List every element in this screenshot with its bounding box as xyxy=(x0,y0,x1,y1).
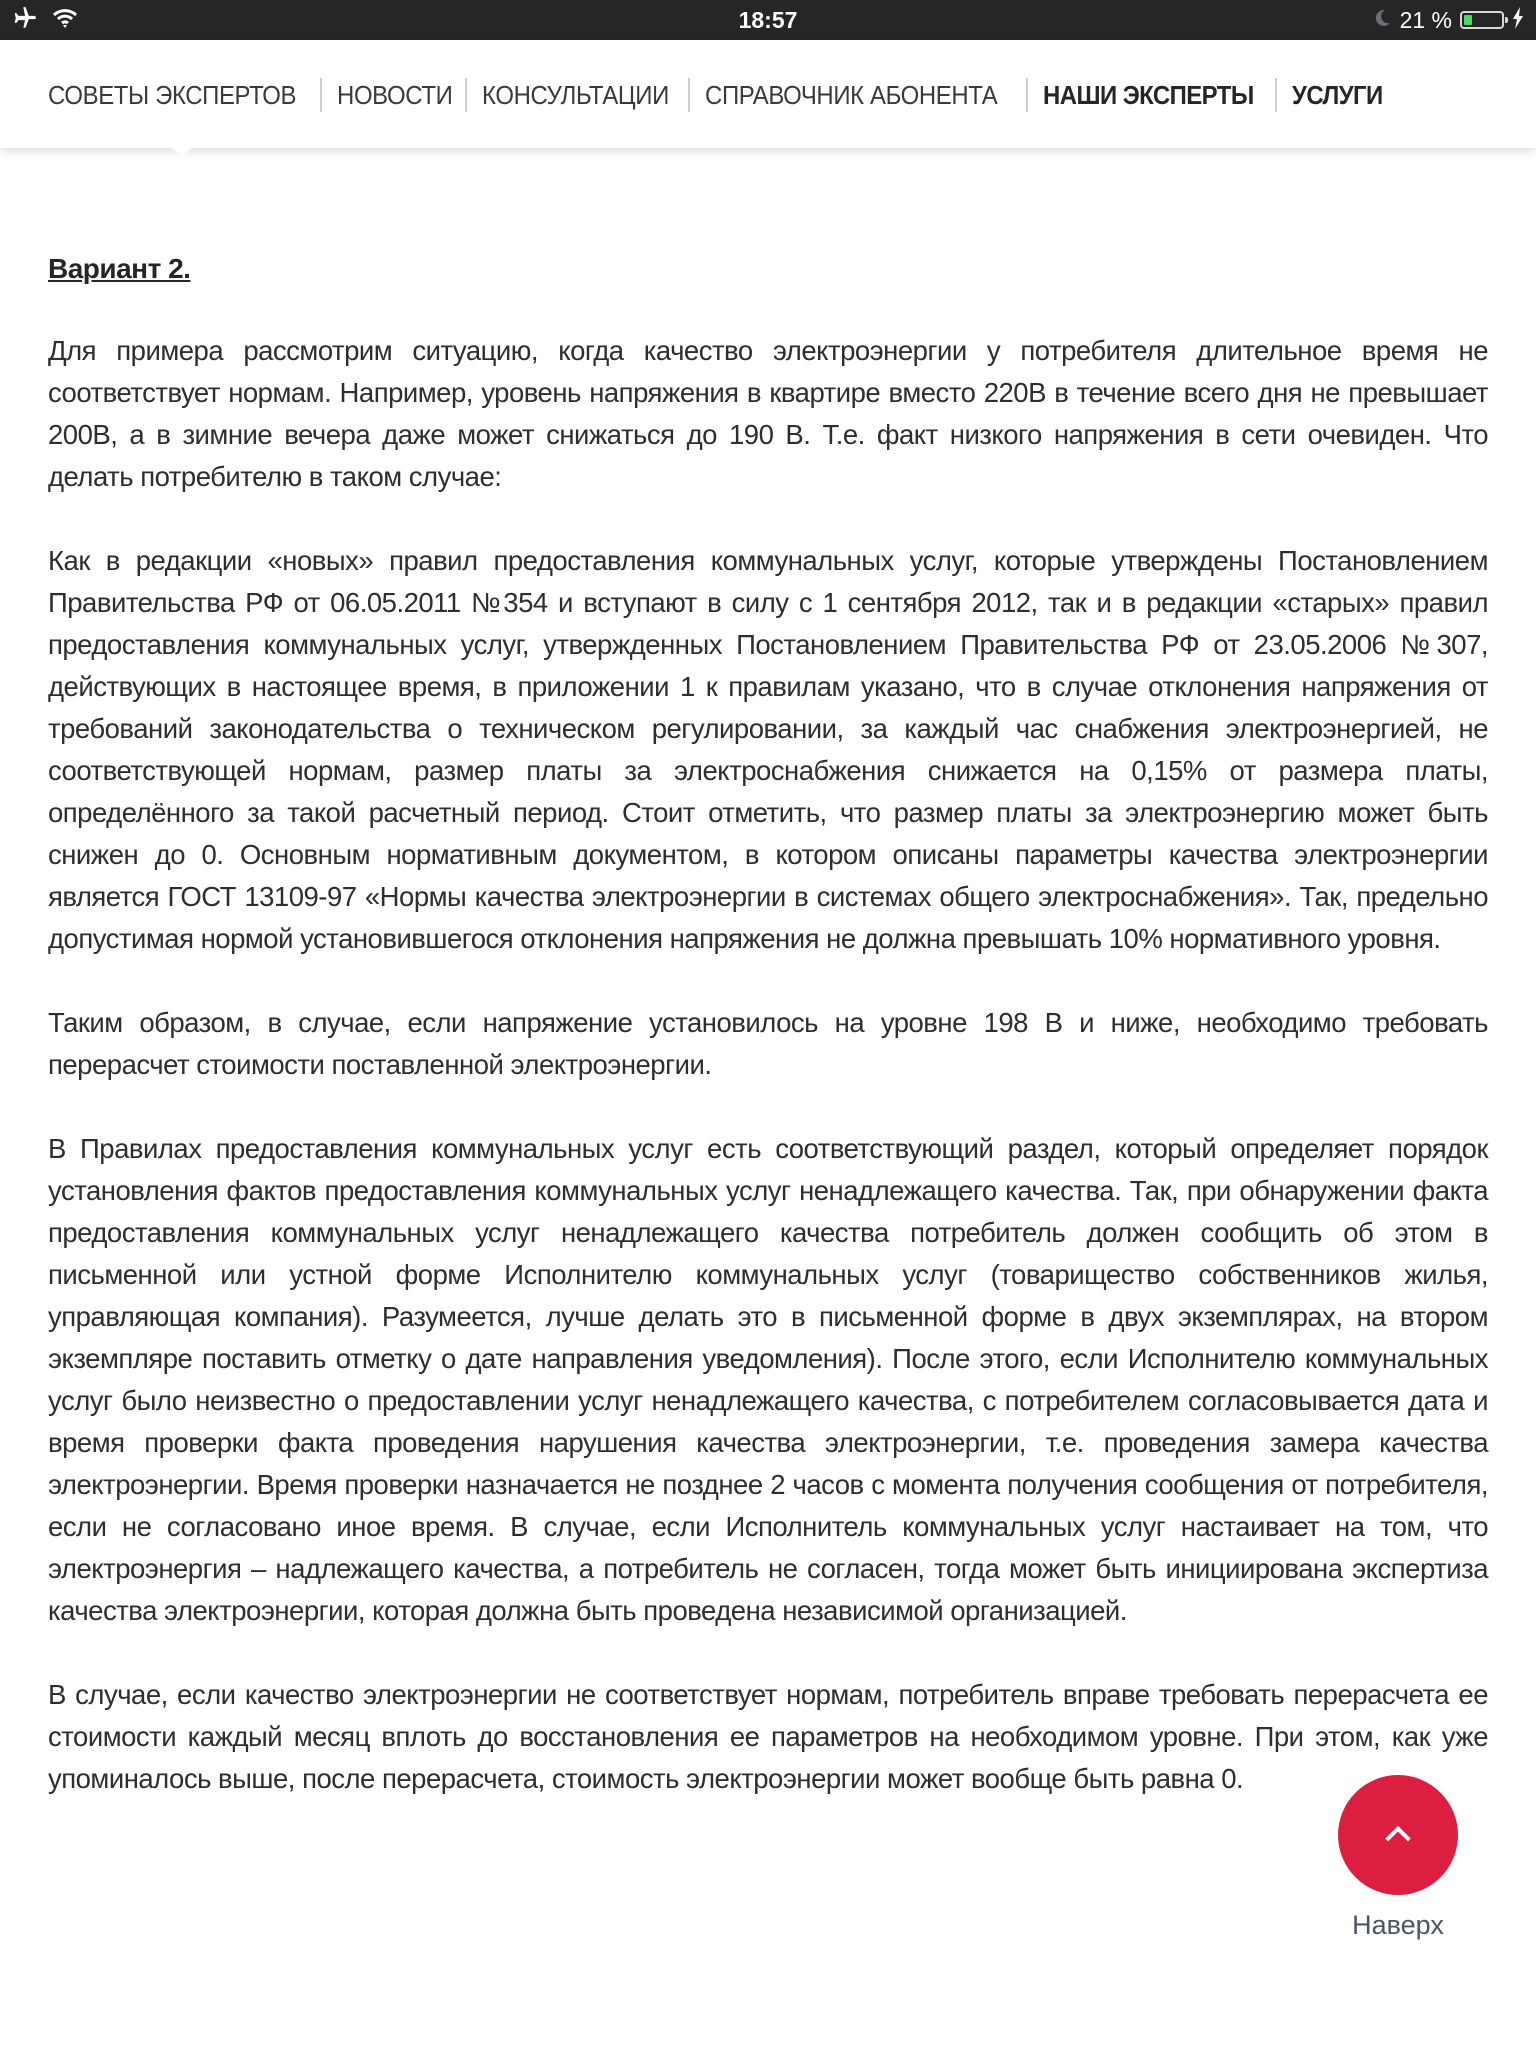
nav-item-our-experts[interactable]: НАШИ ЭКСПЕРТЫ xyxy=(1042,80,1254,110)
nav-separator xyxy=(320,78,322,112)
article-heading: Вариант 2. xyxy=(48,253,191,284)
chevron-up-icon xyxy=(1385,1826,1410,1851)
nav-separator xyxy=(688,78,690,112)
battery-percent: 21 % xyxy=(1399,6,1452,33)
nav-item-subscriber-guide[interactable]: СПРАВОЧНИК АБОНЕНТА xyxy=(705,80,998,110)
nav-item-consultations[interactable]: КОНСУЛЬТАЦИИ xyxy=(482,80,669,110)
nav-separator xyxy=(1026,78,1028,112)
article-paragraph: Таким образом, в случае, если напряжение установилось на уровне 198 В и ниже, необходимо требовать перерасчет стоимости поставленной электроэнергии. xyxy=(48,1007,1488,1080)
nav-separator xyxy=(1275,78,1277,112)
article-paragraph: Как в редакции «новых» правил предоставления коммунальных услуг, которые утверждены Постановлением Правительства РФ от 06.05.2011 №354 и вступают в силу с 1 сентября 2012, так и в редакции «старых» правил предоставления коммунальных услуг, утвержденных Постановлением Правительства РФ от 23.05.2006 №307, действующих в настоящее время, в приложении 1 к правилам указано, что в случае отклонения напряжения от требований законодательства о техническом регулировании, за каждый час снабжения электроэнергией, не соответствующей нормам, размер платы за электроснабжения снижается на 0,15% от размера платы, определённого за такой расчетный период. Стоит отметить, что размер платы за электроэнергию может быть снижен до 0. Основным нормативным документом, в котором описаны параметры качества электроэнергии является ГОСТ 13109-97 «Нормы качества электроэнергии в системах общего электроснабжения». Так, предельно допустимая нормой установившегося отклонения напряжения не должна превышать 10% нормативного уровня. xyxy=(48,545,1488,954)
status-time: 18:57 xyxy=(738,7,798,33)
charging-bolt-icon xyxy=(1512,7,1524,34)
nav-item-news[interactable]: НОВОСТИ xyxy=(336,80,453,110)
battery-level xyxy=(1464,15,1472,25)
nav-list xyxy=(48,78,1389,112)
nav-item-services[interactable]: УСЛУГИ xyxy=(1291,80,1383,110)
battery-icon xyxy=(1460,11,1504,29)
status-bar xyxy=(0,0,1536,40)
back-to-top-button[interactable] xyxy=(1338,1775,1458,1895)
back-to-top-label[interactable]: Наверх xyxy=(1352,1910,1444,1940)
status-right xyxy=(1372,0,1524,40)
article-paragraph: Для примера рассмотрим ситуацию, когда качество электроэнергии у потребителя длительное время не соответствует нормам. Например, уровень напряжения в квартире вместо 220В в течение всего дня не превышает 200В, а в зимние вечера даже может снижаться до 190 В. Т.е. факт низкого напряжения в сети очевиден. Что делать потребителю в таком случае: xyxy=(48,335,1488,492)
article-paragraph: В случае, если качество электроэнергии не соответствует нормам, потребитель вправе требовать перерасчета ее стоимости каждый месяц вплоть до восстановления ее параметров на необходимом уровне. При этом, как уже упоминалось выше, после перерасчета, стоимость электроэнергии может вообще быть равна 0. xyxy=(48,1679,1488,1794)
nav-active-caret xyxy=(172,148,192,156)
nav-item-expert-advice[interactable]: СОВЕТЫ ЭКСПЕРТОВ xyxy=(48,80,297,110)
battery-tip xyxy=(1505,17,1508,23)
article-paragraph: В Правилах предоставления коммунальных услуг есть соответствующий раздел, который определяет порядок установления фактов предоставления коммунальных услуг ненадлежащего качества. Так, при обнаружении факта предоставления коммунальных услуг ненадлежащего качества потребитель должен сообщить об этом в письменной или устной форме Исполнителю коммунальных услуг (товарищество собственников жилья, управляющая компания). Разумеется, лучше делать это в письменной форме в двух экземплярах, на втором экземпляре поставить отметку о дате направления уведомления). После этого, если Исполнителю коммунальных услуг было неизвестно о предоставлении услуг ненадлежащего качества, с потребителем согласовывается дата и время проверки факта проведения нарушения качества электроэнергии, т.е. проведения замера качества электроэнергии. Время проверки назначается не позднее 2 часов с момента получения сообщения от потребителя, если не согласовано иное время. В случае, если Исполнитель коммунальных услуг настаивает на том, что электроэнергия – надлежащего качества, а потребитель не согласен, тогда может быть инициирована экспертиза качества электроэнергии, которая должна быть проведена независимой организацией. xyxy=(48,1133,1488,1626)
top-navigation xyxy=(0,40,1536,148)
moon-icon xyxy=(1372,8,1392,33)
article-body xyxy=(48,248,1488,1842)
nav-separator xyxy=(465,78,467,112)
